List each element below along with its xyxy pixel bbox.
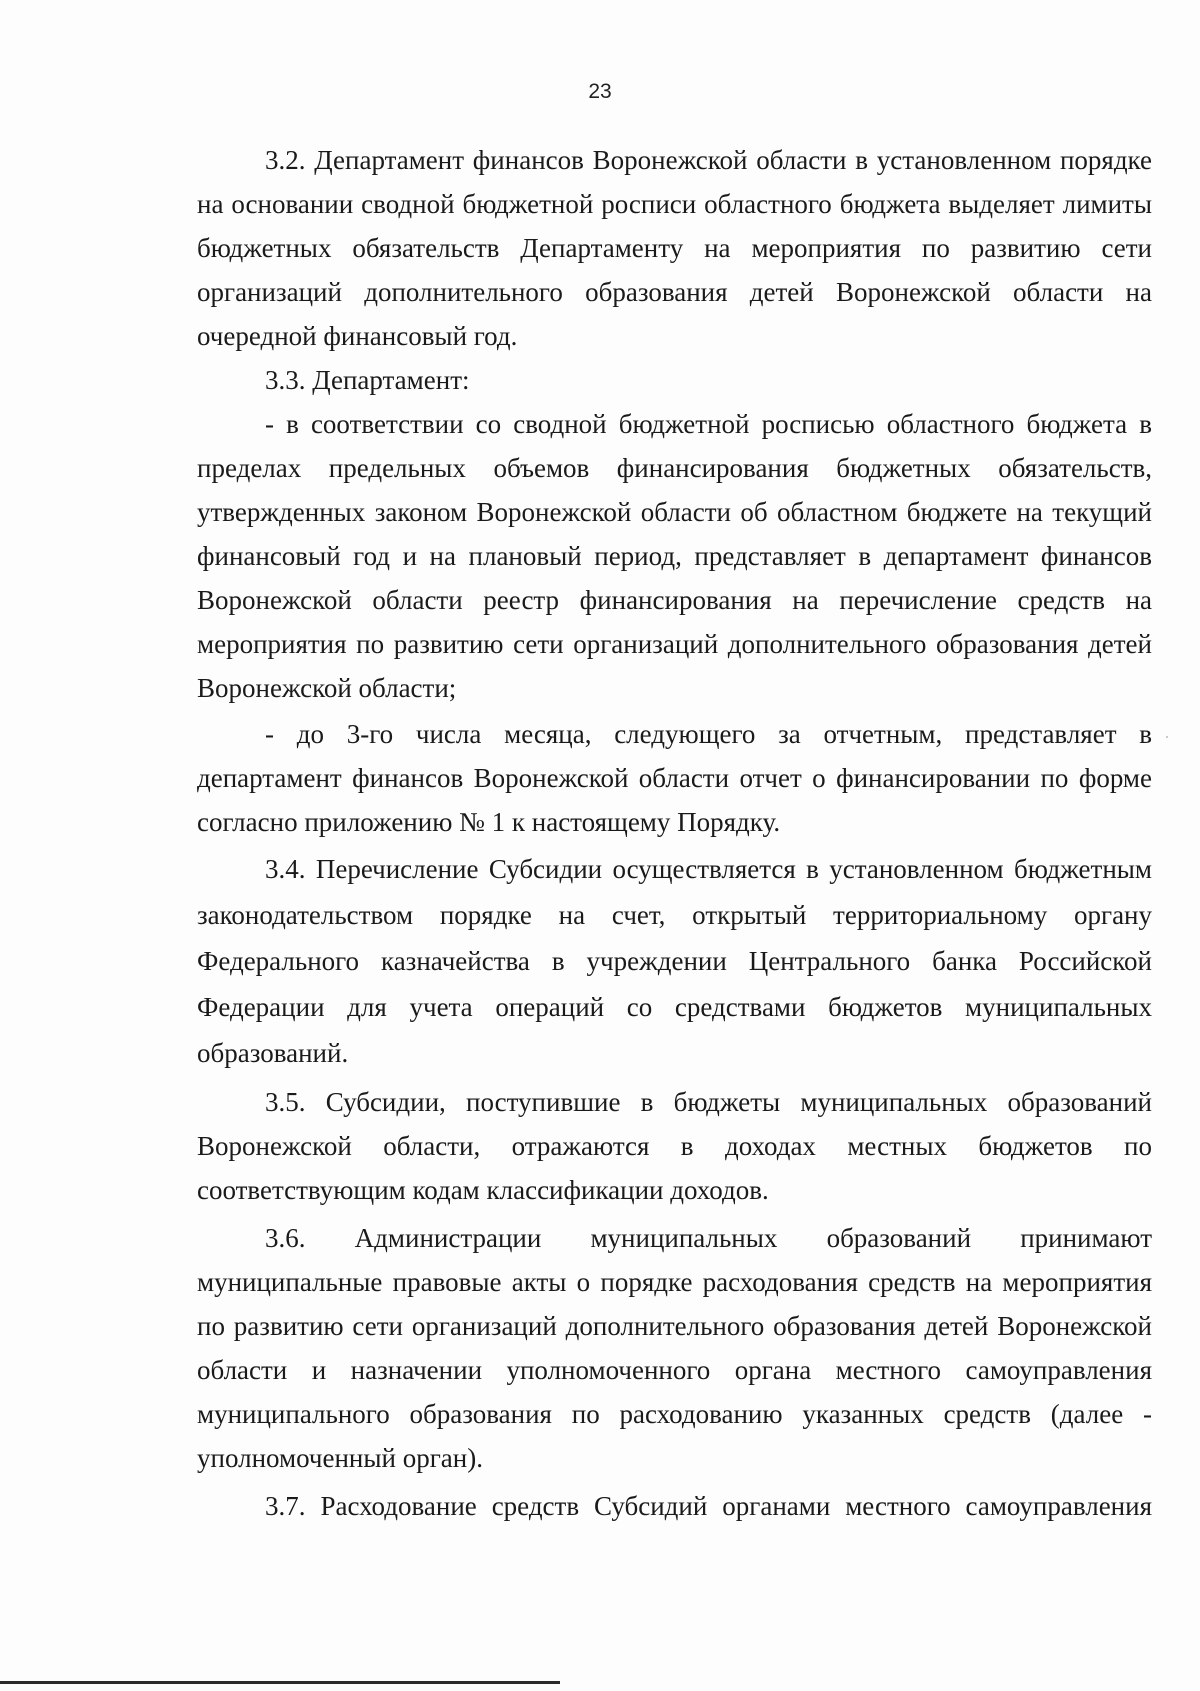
page-number: 23 (588, 80, 612, 103)
paragraph-3-3-bullet-1: - в соответствии со сводной бюджетной росписью областного бюджета в пределах предельных объемов финансирования бюджетных обязательств, утвержденных законом Воронежской области об областном бюджете на текущий финансовый год и на плановый период, представляет в департамент финансов Воронежской области реестр финансирования на перечисление средств на мероприятия по развитию сети организаций дополнительного образования детей Воронежской области; (197, 409, 1152, 703)
paragraph-3-6: 3.6. Администрации муниципальных образований принимают муниципальные правовые акты о порядке расходования средств на мероприятия по развитию сети организаций дополнительного образования детей Воронежской области и назначении уполномоченного органа местного самоуправления муниципального образования по расходованию указанных средств (далее - уполномоченный орган). (197, 1223, 1152, 1473)
scan-speck (1166, 736, 1168, 738)
paragraph-3-3-bullet-2: - до 3-го числа месяца, следующего за отчетным, представляет в департамент финансов Воронежской области отчет о финансировании по форме согласно приложению № 1 к настоящему Порядку. (197, 719, 1152, 837)
paragraph-3-7: 3.7. Расходование средств Субсидий органами местного самоуправления (265, 1491, 1152, 1521)
paragraph-3-3: 3.3. Департамент: (265, 365, 470, 395)
scan-edge-line (0, 1681, 560, 1684)
paragraph-3-2: 3.2. Департамент финансов Воронежской области в установленном порядке на основании сводной бюджетной росписи областного бюджета выделяет лимиты бюджетных обязательств Департаменту на мероприятия по развитию сети организаций дополнительного образования детей Воронежской области на очередной финансовый год. (197, 145, 1152, 351)
document-body (197, 138, 1152, 1528)
paragraph-3-5: 3.5. Субсидии, поступившие в бюджеты муниципальных образований Воронежской области, отражаются в доходах местных бюджетов по соответствующим кодам классификации доходов. (197, 1087, 1152, 1205)
paragraph-3-4: 3.4. Перечисление Субсидии осуществляется в установленном бюджетным законодательством порядке на счет, открытый территориальному органу Федерального казначейства в учреждении Центрального банка Российской Федерации для учета операций со средствами бюджетов муниципальных образований. (197, 854, 1152, 1068)
